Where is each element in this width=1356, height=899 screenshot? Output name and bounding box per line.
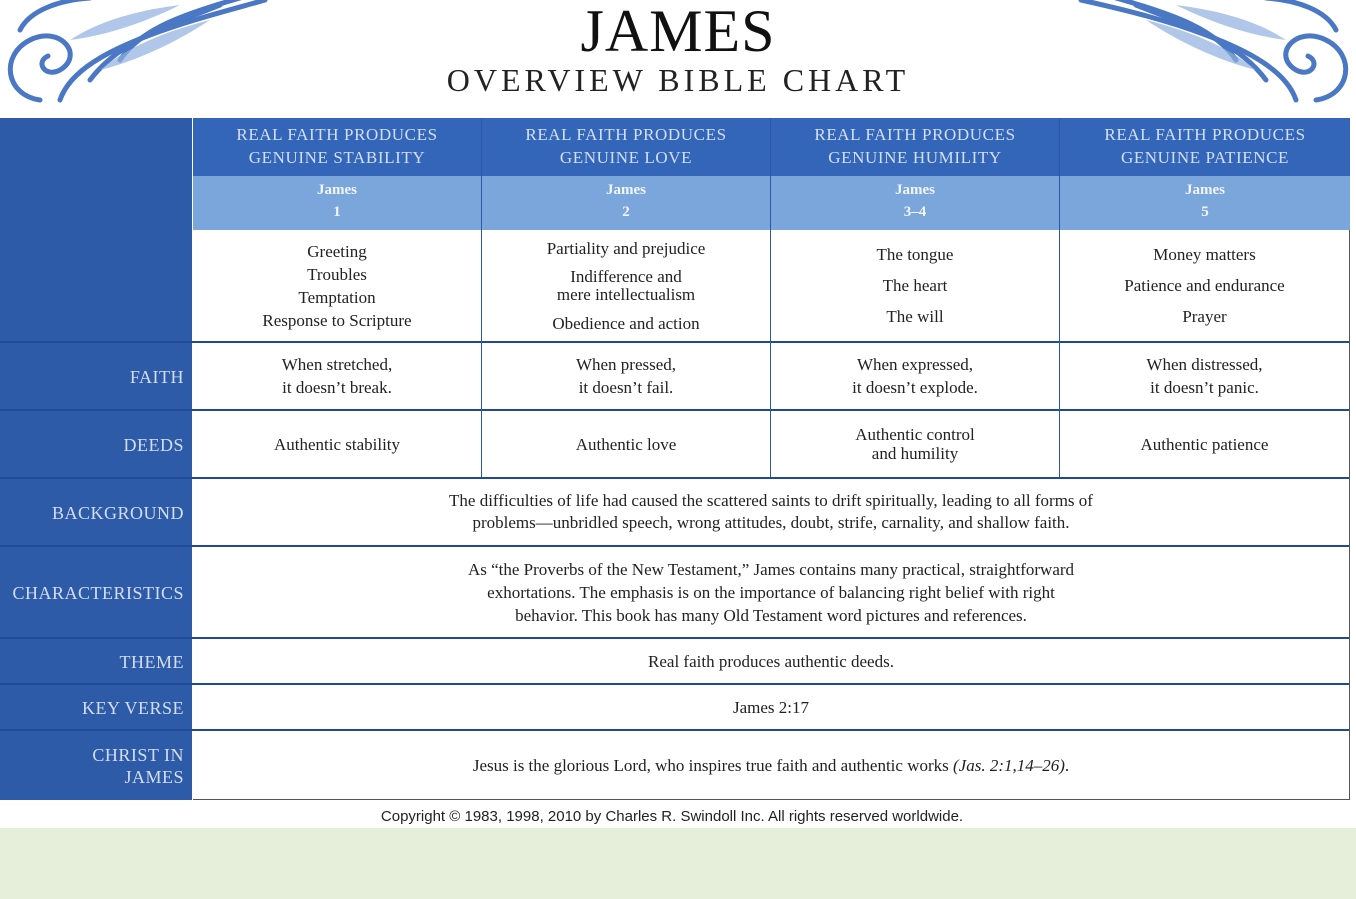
scripture-reference: (Jas. 2:1,14–26)	[953, 756, 1065, 775]
row-label-background: BACKGROUND	[51, 503, 184, 523]
footer-band	[0, 828, 1356, 899]
theme-cell: Real faith produces authentic deeds.	[648, 651, 894, 671]
row-label-faith: FAITH	[129, 367, 184, 387]
column-chapter-ref: James 5	[1060, 176, 1350, 230]
row-label-theme: THEME	[119, 652, 184, 672]
column-chapter-ref: James 3–4	[771, 176, 1059, 230]
deeds-cell: Authentic love	[575, 434, 677, 454]
faith-cell: When pressed, it doesn’t fail.	[575, 355, 677, 397]
deeds-cell: Authentic stability	[273, 434, 401, 454]
page-title: JAMES	[580, 0, 776, 64]
topics-cell: Money matters Patience and endurance Prayer	[1124, 245, 1285, 326]
topics-cell: Greeting Troubles Temptation Response to Scripture	[262, 241, 412, 330]
topics-cell: The tongue The heart The will	[876, 245, 954, 326]
key-verse-cell: James 2:17	[732, 697, 810, 717]
overview-chart	[0, 118, 1350, 800]
column-header-chapter-1: REAL FAITH PRODUCES GENUINE STABILITY	[193, 118, 481, 176]
table-bottom-border	[193, 799, 1350, 800]
row-label-characteristics: CHARACTERISTICS	[12, 583, 184, 603]
faith-cell: When distressed, it doesn’t panic.	[1146, 355, 1263, 397]
row-label-deeds: DEEDS	[123, 435, 184, 455]
christ-text-end: .	[1064, 756, 1070, 775]
column-header-chapter-5: REAL FAITH PRODUCES GENUINE PATIENCE	[1060, 118, 1350, 176]
page-subtitle: OVERVIEW BIBLE CHART	[446, 62, 910, 98]
christ-text: Jesus is the glorious Lord, who inspires true faith and authentic works	[472, 756, 953, 775]
chart-header	[0, 0, 1356, 118]
row-label-christ-in-james: CHRIST IN JAMES	[92, 744, 184, 787]
faith-cell: When stretched, it doesn’t break.	[281, 355, 393, 397]
row-label-column	[0, 118, 192, 800]
column-chapter-ref: James 2	[482, 176, 770, 230]
faith-cell: When expressed, it doesn’t explode.	[852, 355, 978, 397]
row-label-key-verse: KEY VERSE	[81, 698, 184, 718]
copyright-notice: Copyright © 1983, 1998, 2010 by Charles R. Swindoll Inc. All rights reserved worldwide.	[380, 808, 964, 825]
column-header-chapter-3-4: REAL FAITH PRODUCES GENUINE HUMILITY	[771, 118, 1059, 176]
column-header-chapter-2: REAL FAITH PRODUCES GENUINE LOVE	[482, 118, 770, 176]
deeds-cell: Authentic control and humility	[855, 425, 975, 463]
background-cell: The difficulties of life had caused the scattered saints to drift spiritually, leading to all forms of problems—unbridled speech, wrong attitudes, doubt, strife, carnality, and shallow faith.	[449, 491, 1093, 532]
christ-in-james-cell	[193, 731, 1349, 800]
characteristics-cell: As “the Proverbs of the New Testament,” James contains many practical, straightforward exhortations. The emphasis is on the importance of balancing right belief with right behavior. This book has many Old Testament word pictures and references.	[467, 559, 1075, 625]
deeds-cell: Authentic patience	[1140, 434, 1269, 454]
column-chapter-ref: James 1	[193, 176, 481, 230]
table-right-border	[1349, 230, 1350, 800]
topics-cell: Partiality and prejudice Indifference and mere intellectualism Obedience and action	[546, 238, 706, 333]
